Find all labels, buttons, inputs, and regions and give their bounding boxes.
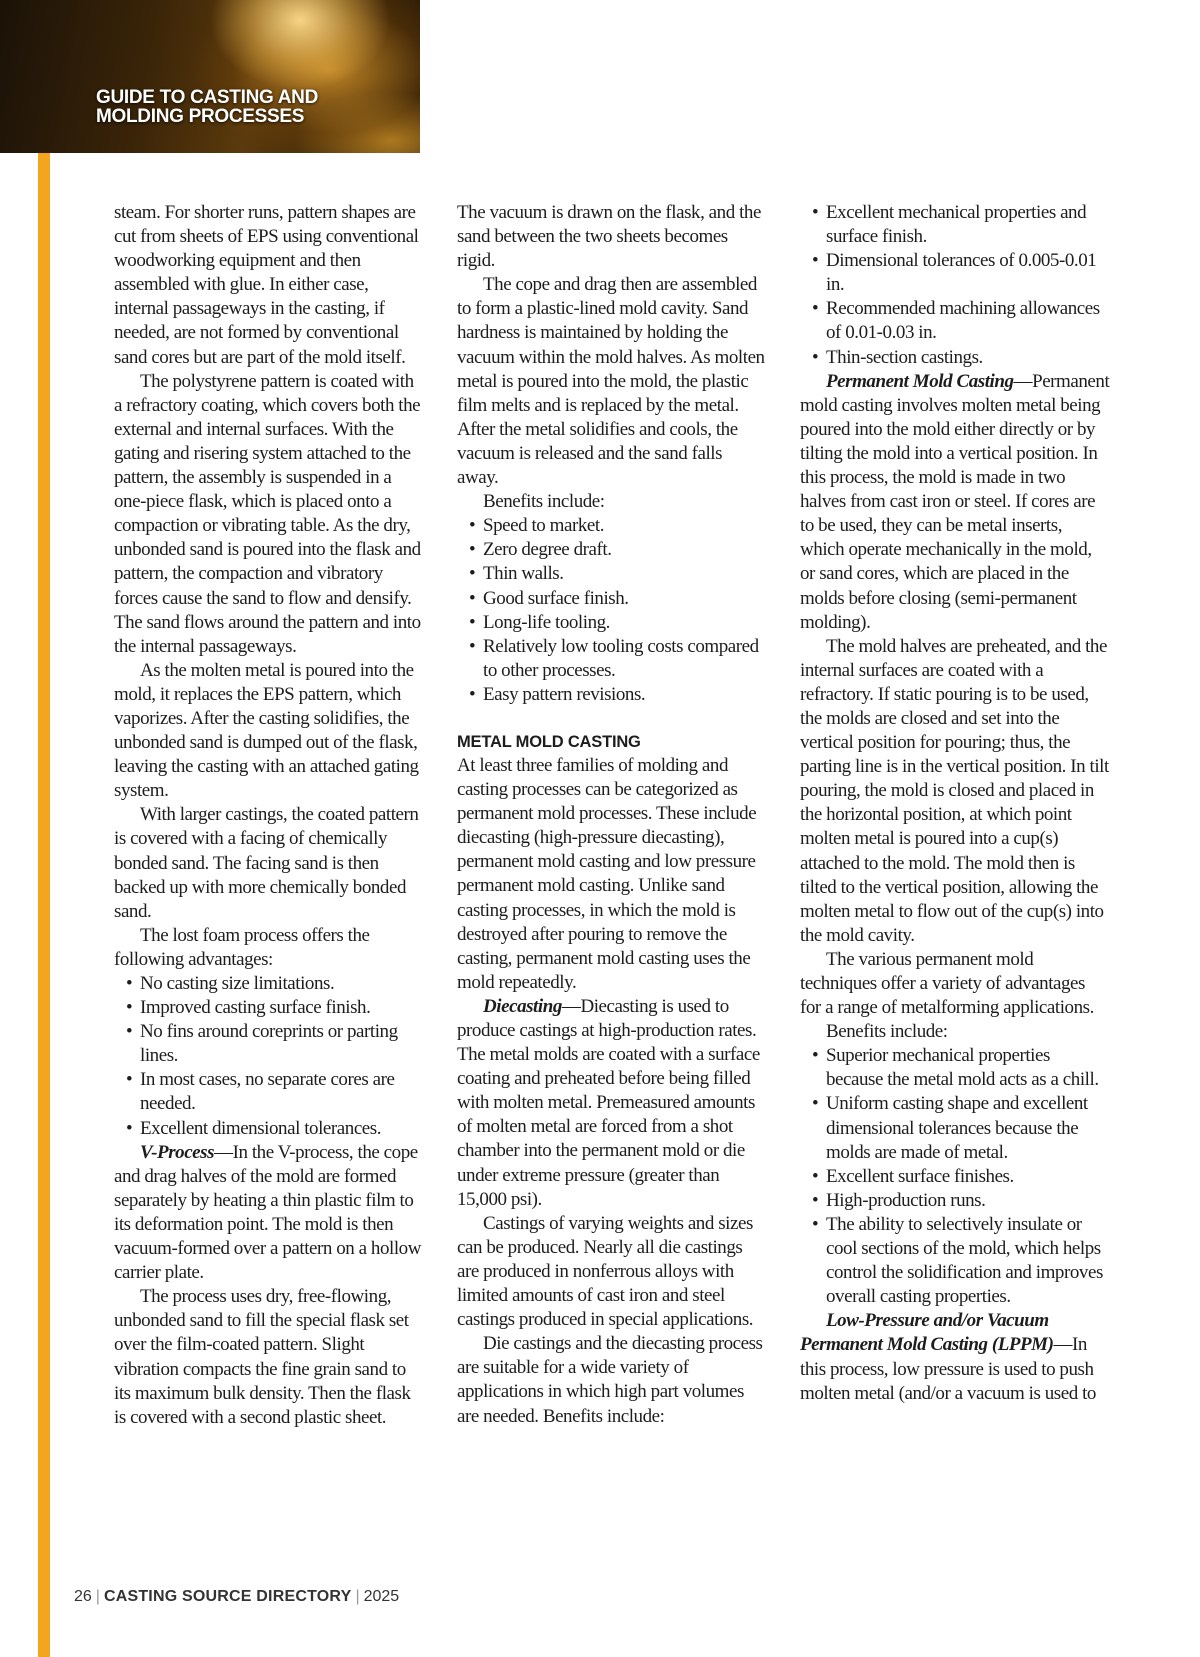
list-item: • Recommended machining allowances of 0.01-0.03 in. — [800, 297, 1110, 345]
run-in-heading: V-Process — [140, 1141, 215, 1163]
accent-stripe — [38, 0, 50, 1657]
paragraph-text: —Permanent mold casting involves molten metal being poured into the mold either directly or by tilting the mold into a vertical position. In this process, the mold is made in two halves from cast iron or steel. If cores are to be used, they can be metal inserts, which operate mechanically in the mold, or sand cores, which are placed in the molds before closing (semi-permanent molding). — [800, 370, 1110, 633]
paragraph: As the molten metal is poured into the mold, it replaces the EPS pattern, which vaporizes. After the casting solidifies, the unbonded sand is dumped out of the flask, leaving the casting with an attached gating system. — [114, 659, 419, 802]
section-title-line2: MOLDING PROCESSES — [96, 106, 305, 127]
benefits-list — [800, 1044, 1110, 1309]
list-item: • The ability to selectively insulate or cool sections of the mold, which helps control the solidification and improves overall casting properties. — [800, 1213, 1110, 1309]
paragraph-text: —In the V-process, the cope and drag halves of the mold are formed separately by heating a thin plastic film to its deformation point. The mold is then vacuum-formed over a pattern on a hollow carrier plate. — [114, 1141, 421, 1284]
footer-divider: | — [355, 1588, 360, 1605]
list-item: • Relatively low tooling costs compared to other processes. — [457, 635, 767, 683]
paragraph — [800, 1309, 1110, 1405]
paragraph: The process uses dry, free-flowing, unbonded sand to fill the special flask set over the film-coated pattern. Slight vibration compacts the fine grain sand to its maximum bulk density. Then the flask is covered with a second plastic sheet. — [114, 1286, 411, 1428]
list-item: • Excellent dimensional tolerances. — [114, 1117, 424, 1141]
paragraph — [457, 995, 767, 1212]
run-in-heading: Permanent Mold Casting — [826, 370, 1014, 392]
paragraph: Die castings and the diecasting process are suitable for a wide variety of applications in which high part volumes are needed. Benefits include: — [457, 1333, 763, 1427]
paragraph: Benefits include: — [483, 491, 605, 513]
list-item: • High-production runs. — [800, 1189, 1110, 1213]
section-heading: METAL MOLD CASTING — [457, 732, 641, 751]
list-item: • In most cases, no separate cores are needed. — [114, 1068, 424, 1116]
text-column-3 — [800, 201, 1110, 1406]
page-number: 26 — [74, 1588, 92, 1605]
footer-divider: | — [95, 1588, 100, 1605]
paragraph: Castings of varying weights and sizes can be produced. Nearly all die castings are produced in nonferrous alloys with limited amounts of cast iron and steel castings produced in special applications. — [457, 1212, 754, 1331]
publication-name: CASTING SOURCE DIRECTORY — [103, 1588, 352, 1605]
text-column-2 — [457, 201, 767, 1429]
paragraph: The lost foam process offers the following advantages: — [114, 924, 370, 970]
list-item: • Excellent surface finishes. — [800, 1165, 1110, 1189]
paragraph: The mold halves are preheated, and the internal surfaces are coated with a refractory. If static pouring is to be used, the molds are closed and set into the vertical position for pouring; thus, the parting line is in the vertical position. In tilt pouring, the mold is closed and placed in the horizontal position, at which point molten metal is poured into a cup(s) attached to the mold. The mold then is tilted to the vertical position, allowing the molten metal to flow out of the cup(s) into the mold cavity. — [800, 635, 1109, 946]
list-item: • Good surface finish. — [457, 587, 767, 611]
header-banner — [0, 0, 420, 153]
paragraph: The vacuum is drawn on the flask, and the sand between the two sheets becomes rigid. — [457, 202, 761, 272]
list-item: • Uniform casting shape and excellent dimensional tolerances because the molds are made of metal. — [800, 1092, 1110, 1164]
list-item: • Speed to market. — [457, 514, 767, 538]
advantages-list — [114, 972, 424, 1141]
publication-year: 2025 — [363, 1588, 400, 1605]
list-item: • Excellent mechanical properties and surface finish. — [800, 201, 1110, 249]
benefits-list — [800, 201, 1110, 370]
list-item: • Improved casting surface finish. — [114, 996, 424, 1020]
list-item: • No fins around coreprints or parting lines. — [114, 1020, 424, 1068]
paragraph: The cope and drag then are assembled to form a plastic-lined mold cavity. Sand hardness is maintained by holding the vacuum within the mold halves. As molten metal is poured into the mold, the plastic film melts and is replaced by the metal. After the metal solidifies and cools, the vacuum is released and the sand falls away. — [457, 274, 765, 489]
list-item: • Zero degree draft. — [457, 538, 767, 562]
list-item: • Thin-section castings. — [800, 346, 1110, 370]
section-title-line1: GUIDE TO CASTING AND — [96, 87, 319, 108]
paragraph — [800, 370, 1110, 635]
list-item: • Dimensional tolerances of 0.005-0.01 in. — [800, 249, 1110, 297]
paragraph: The various permanent mold techniques offer a variety of advantages for a range of metalforming applications. — [800, 948, 1094, 1019]
paragraph: Benefits include: — [826, 1021, 948, 1043]
benefits-list — [457, 514, 767, 707]
text-column-1 — [114, 201, 424, 1430]
run-in-heading: Diecasting — [483, 995, 562, 1017]
list-item: • Superior mechanical properties because the metal mold acts as a chill. — [800, 1044, 1110, 1092]
paragraph: steam. For shorter runs, pattern shapes are cut from sheets of EPS using conventional woodworking equipment and then assembled with glue. In either case, internal passageways in the casting, if needed, are not formed by conventional sand cores but are part of the mold itself. — [114, 202, 419, 368]
paragraph-text: —In this process, low pressure is used to push molten metal (and/or a vacuum is used to — [800, 1334, 1096, 1404]
paragraph — [114, 1141, 424, 1286]
page-footer — [74, 1587, 399, 1607]
section-title — [96, 88, 318, 126]
paragraph: At least three families of molding and casting processes can be categorized as permanent mold processes. These include diecasting (high-pressure diecasting), permanent mold casting and low pressure permanent mold casting. Unlike sand casting processes, in which the mold is destroyed after pouring to remove the casting, permanent mold casting uses the mold repeatedly. — [457, 754, 757, 993]
paragraph: The polystyrene pattern is coated with a refractory coating, which covers both the external and internal surfaces. With the gating and risering system attached to the pattern, the assembly is suspended in a one-piece flask, which is placed onto a compaction or vibrating table. As the dry, unbonded sand is poured into the flask and pattern, the compaction and vibratory forces cause the sand to flow and densify. The sand flows around the pattern and into the internal passageways. — [114, 370, 421, 657]
list-item: • Thin walls. — [457, 562, 767, 586]
paragraph: With larger castings, the coated pattern is covered with a facing of chemically bonded sand. The facing sand is then backed up with more chemically bonded sand. — [114, 804, 419, 922]
list-item: • Easy pattern revisions. — [457, 683, 767, 707]
list-item: • No casting size limitations. — [114, 972, 424, 996]
paragraph-text: —Diecasting is used to produce castings at high-production rates. The metal molds are coated with a surface coating and preheated before being filled with molten metal. Premeasured amounts of molten metal are forced from a shot chamber into the permanent mold or die under extreme pressure (greater than 15,000 psi). — [457, 995, 760, 1210]
run-in-heading: Low-Pressure and/or Vacuum Permanent Mold Casting (LPPM) — [800, 1310, 1054, 1356]
list-item: • Long-life tooling. — [457, 611, 767, 635]
